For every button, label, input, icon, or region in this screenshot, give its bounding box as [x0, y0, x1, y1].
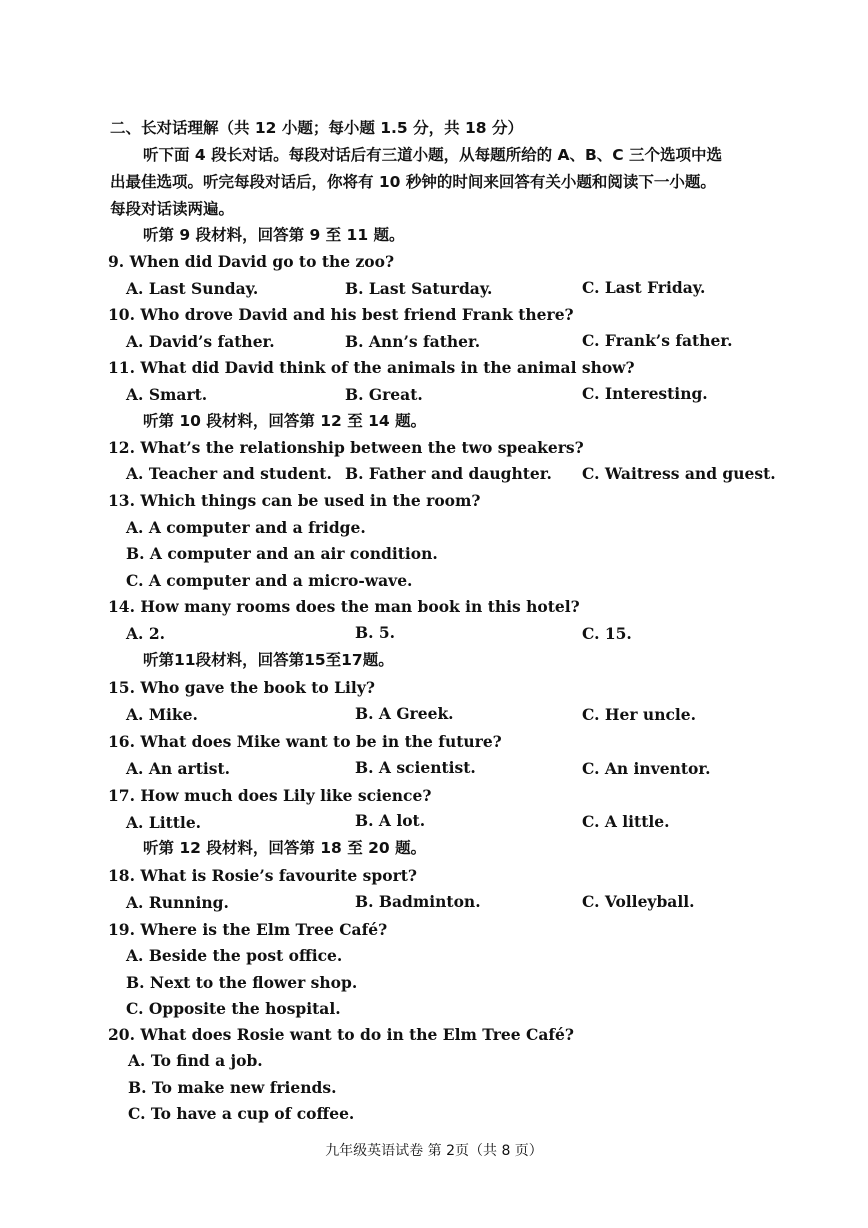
question-20-option-a: A. To find a job.	[128, 1051, 263, 1070]
question-9-option-a: A. Last Sunday.	[126, 279, 259, 298]
question-15-stem: 15. Who gave the book to Lily?	[108, 678, 375, 697]
question-11-stem: 11. What did David think of the animals in the animal show?	[108, 358, 635, 377]
question-18-option-c: C. Volleyball.	[582, 892, 695, 911]
question-16-stem: 16. What does Mike want to be in the future?	[108, 732, 502, 751]
passage-heading-10: 听第 10 段材料，回答第 12 至 14 题。	[143, 412, 427, 430]
question-12-option-a: A. Teacher and student.	[126, 464, 332, 483]
page-footer: 九年级英语试卷 第 2页（共 8 页）	[325, 1143, 543, 1159]
question-13-stem: 13. Which things can be used in the room?	[108, 491, 481, 510]
question-9-option-b: B. Last Saturday.	[345, 279, 493, 298]
question-10-option-c: C. Frank’s father.	[582, 331, 733, 350]
question-20-option-b: B. To make new friends.	[128, 1078, 337, 1097]
question-14-stem: 14. How many rooms does the man book in this hotel?	[108, 597, 580, 616]
question-13-option-a: A. A computer and a fridge.	[126, 518, 366, 537]
question-17-option-c: C. A little.	[582, 812, 670, 831]
question-15-option-b: B. A Greek.	[355, 704, 454, 723]
passage-heading-12: 听第 12 段材料，回答第 18 至 20 题。	[143, 839, 427, 857]
question-20-stem: 20. What does Rosie want to do in the Elm Tree Café?	[108, 1025, 574, 1044]
question-17-option-b: B. A lot.	[355, 811, 426, 830]
question-12-option-b: B. Father and daughter.	[345, 464, 552, 483]
question-19-option-b: B. Next to the flower shop.	[126, 973, 358, 992]
question-10-option-b: B. Ann’s father.	[345, 332, 481, 351]
question-11-option-a: A. Smart.	[126, 385, 208, 404]
question-15-option-c: C. Her uncle.	[582, 705, 697, 724]
section-title: 二、长对话理解（共 12 小题；每小题 1.5 分，共 18 分）	[110, 119, 523, 137]
question-16-option-a: A. An artist.	[126, 759, 231, 778]
question-14-option-b: B. 5.	[355, 623, 396, 642]
passage-heading-11: 听第11段材料，回答第15至17题。	[143, 651, 394, 669]
question-12-option-c: C. Waitress and guest.	[582, 464, 776, 483]
question-10-stem: 10. Who drove David and his best friend Frank there?	[108, 305, 574, 324]
question-9-stem: 9. When did David go to the zoo?	[108, 252, 395, 271]
question-16-option-b: B. A scientist.	[355, 758, 476, 777]
question-13-option-b: B. A computer and an air condition.	[126, 544, 438, 563]
question-11-option-b: B. Great.	[345, 385, 423, 404]
instruction-line-3: 每段对话读两遍。	[110, 200, 235, 218]
question-19-option-c: C. Opposite the hospital.	[126, 999, 341, 1018]
question-17-stem: 17. How much does Lily like science?	[108, 786, 432, 805]
instruction-line-2: 出最佳选项。听完每段对话后，你将有 10 秒钟的时间来回答有关小题和阅读下一小题。	[110, 173, 716, 191]
question-13-option-c: C. A computer and a micro-wave.	[126, 571, 413, 590]
question-18-option-b: B. Badminton.	[355, 892, 481, 911]
question-14-option-a: A. 2.	[126, 624, 165, 643]
question-18-option-a: A. Running.	[126, 893, 229, 912]
question-11-option-c: C. Interesting.	[582, 384, 708, 403]
question-9-option-c: C. Last Friday.	[582, 278, 706, 297]
question-15-option-a: A. Mike.	[126, 705, 198, 724]
question-14-option-c: C. 15.	[582, 624, 632, 643]
question-17-option-a: A. Little.	[126, 813, 202, 832]
question-20-option-c: C. To have a cup of coffee.	[128, 1104, 355, 1123]
question-12-stem: 12. What’s the relationship between the two speakers?	[108, 438, 584, 457]
question-18-stem: 18. What is Rosie’s favourite sport?	[108, 866, 417, 885]
passage-heading-9: 听第 9 段材料，回答第 9 至 11 题。	[143, 226, 405, 244]
question-16-option-c: C. An inventor.	[582, 759, 711, 778]
instruction-line-1: 听下面 4 段长对话。每段对话后有三道小题，从每题所给的 A、B、C 三个选项中选	[143, 146, 723, 164]
question-10-option-a: A. David’s father.	[126, 332, 275, 351]
question-19-option-a: A. Beside the post office.	[126, 946, 343, 965]
question-19-stem: 19. Where is the Elm Tree Café?	[108, 920, 388, 939]
